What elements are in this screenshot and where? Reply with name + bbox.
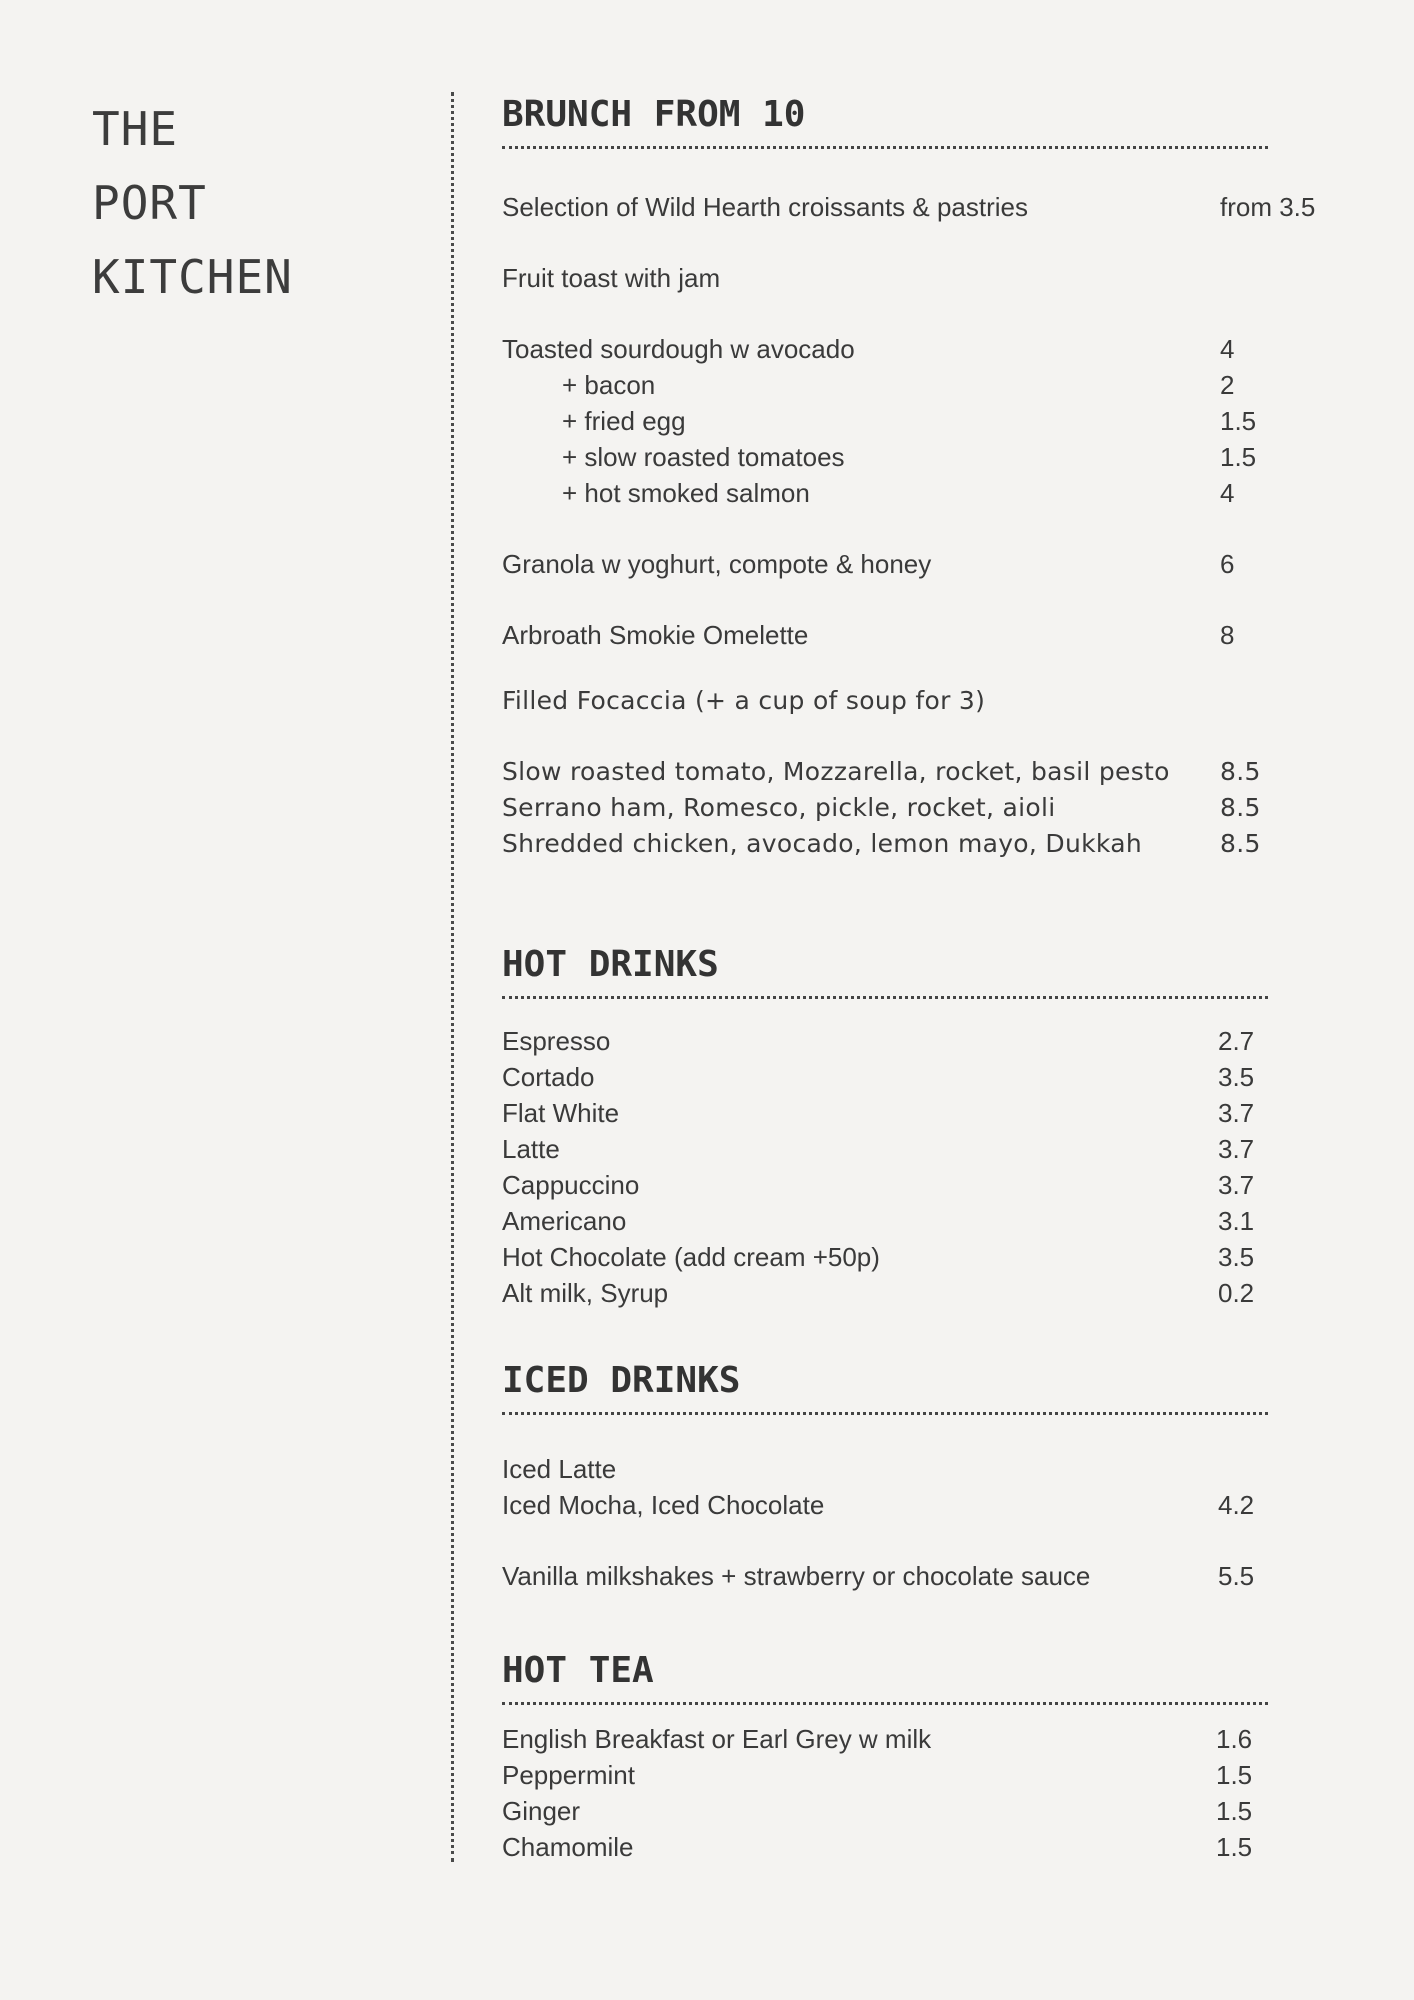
menu-addon	[502, 367, 1402, 403]
item-price: 3.7	[1218, 1170, 1255, 1200]
brand-line: THE	[92, 102, 179, 156]
menu-item	[502, 617, 1402, 653]
menu-item	[502, 1793, 1402, 1829]
item-price: 8.5	[1220, 793, 1261, 822]
item-name: Americano	[502, 1206, 627, 1236]
item-price: 4.2	[1218, 1490, 1255, 1520]
item-name: + bacon	[562, 370, 656, 400]
item-price: 3.1	[1218, 1206, 1255, 1236]
section-title: HOT DRINKS	[502, 944, 719, 985]
item-price: 2	[1220, 370, 1235, 400]
menu-addon	[502, 403, 1402, 439]
item-name: Latte	[502, 1134, 560, 1164]
menu-item	[502, 1451, 1402, 1487]
item-name: + fried egg	[562, 406, 686, 436]
iced-drinks-section	[502, 1358, 1268, 1594]
item-price: 3.5	[1218, 1062, 1255, 1092]
item-name: Toasted sourdough w avocado	[502, 334, 855, 364]
menu-item	[502, 260, 1402, 296]
item-price: 6	[1220, 549, 1235, 579]
item-name: Hot Chocolate (add cream +50p)	[502, 1242, 880, 1272]
section-title: BRUNCH FROM 10	[502, 94, 806, 135]
item-name: Alt milk, Syrup	[502, 1278, 669, 1308]
item-price: 1.5	[1220, 406, 1257, 436]
item-name: English Breakfast or Earl Grey w milk	[502, 1724, 932, 1754]
item-name: Arbroath Smokie Omelette	[502, 620, 809, 650]
item-name: Selection of Wild Hearth croissants & pastries	[502, 192, 1028, 222]
item-name: Chamomile	[502, 1832, 634, 1862]
brunch-section	[502, 92, 1316, 862]
item-name: Serrano ham, Romesco, pickle, rocket, aioli	[502, 793, 1056, 822]
item-name: Filled Focaccia (+ a cup of soup for 3)	[502, 686, 986, 715]
item-price: 1.5	[1216, 1796, 1253, 1826]
menu-item	[502, 189, 1402, 225]
item-price: 8.5	[1220, 757, 1261, 786]
brand-line: PORT	[92, 176, 207, 230]
item-name: Flat White	[502, 1098, 620, 1128]
item-name: Fruit toast with jam	[502, 263, 721, 293]
menu-subheading	[502, 683, 1402, 719]
item-price: 1.6	[1216, 1724, 1253, 1754]
menu-item	[502, 1167, 1402, 1203]
item-name: Iced Latte	[502, 1454, 617, 1484]
item-price: 5.5	[1218, 1561, 1255, 1591]
menu-item	[502, 1721, 1402, 1757]
menu-addon	[502, 475, 1402, 511]
menu-item	[502, 790, 1402, 826]
section-title: ICED DRINKS	[502, 1360, 741, 1401]
item-name: Iced Mocha, Iced Chocolate	[502, 1490, 825, 1520]
menu-item	[502, 1487, 1402, 1523]
item-name: Ginger	[502, 1796, 581, 1826]
menu-addon	[502, 439, 1402, 475]
menu-item	[502, 1023, 1402, 1059]
item-name: Shredded chicken, avocado, lemon mayo, Dukkah	[502, 829, 1142, 858]
menu-item	[502, 754, 1402, 790]
menu-item	[502, 1203, 1402, 1239]
menu-item	[502, 546, 1402, 582]
item-name: Slow roasted tomato, Mozzarella, rocket, basil pesto	[502, 757, 1170, 786]
item-price: 3.5	[1218, 1242, 1255, 1272]
menu-item	[502, 1829, 1402, 1865]
menu-item	[502, 1095, 1402, 1131]
menu-item	[502, 1558, 1402, 1594]
menu-item	[502, 1239, 1402, 1275]
item-name: + hot smoked salmon	[562, 478, 810, 508]
item-price: 1.5	[1216, 1832, 1253, 1862]
item-name: Peppermint	[502, 1760, 635, 1790]
restaurant-name	[92, 92, 293, 314]
menu-item	[502, 1131, 1402, 1167]
item-price: 3.7	[1218, 1098, 1255, 1128]
item-price: 1.5	[1220, 442, 1257, 472]
item-name: Cortado	[502, 1062, 595, 1092]
item-price: 4	[1220, 478, 1235, 508]
item-name: Granola w yoghurt, compote & honey	[502, 549, 932, 579]
item-price: 1.5	[1216, 1760, 1253, 1790]
item-price: 4	[1220, 334, 1235, 364]
item-price: 2.7	[1218, 1026, 1255, 1056]
menu-item	[502, 1275, 1402, 1311]
menu-item	[502, 826, 1402, 862]
menu-item	[502, 1757, 1402, 1793]
item-price: from 3.5	[1220, 192, 1316, 222]
item-name: + slow roasted tomatoes	[562, 442, 845, 472]
menu-item	[502, 1059, 1402, 1095]
brand-line: KITCHEN	[92, 250, 293, 304]
item-price: 0.2	[1218, 1278, 1255, 1308]
item-name: Cappuccino	[502, 1170, 640, 1200]
item-price: 3.7	[1218, 1134, 1255, 1164]
dotted-divider	[451, 92, 454, 1862]
section-title: HOT TEA	[502, 1650, 654, 1691]
hot-tea-section	[502, 1648, 1268, 1865]
item-name: Vanilla milkshakes + strawberry or chocolate sauce	[502, 1561, 1091, 1591]
menu-item	[502, 331, 1402, 367]
item-price: 8	[1220, 620, 1235, 650]
item-name: Espresso	[502, 1026, 611, 1056]
item-price: 8.5	[1220, 829, 1261, 858]
hot-drinks-section	[502, 942, 1268, 1311]
